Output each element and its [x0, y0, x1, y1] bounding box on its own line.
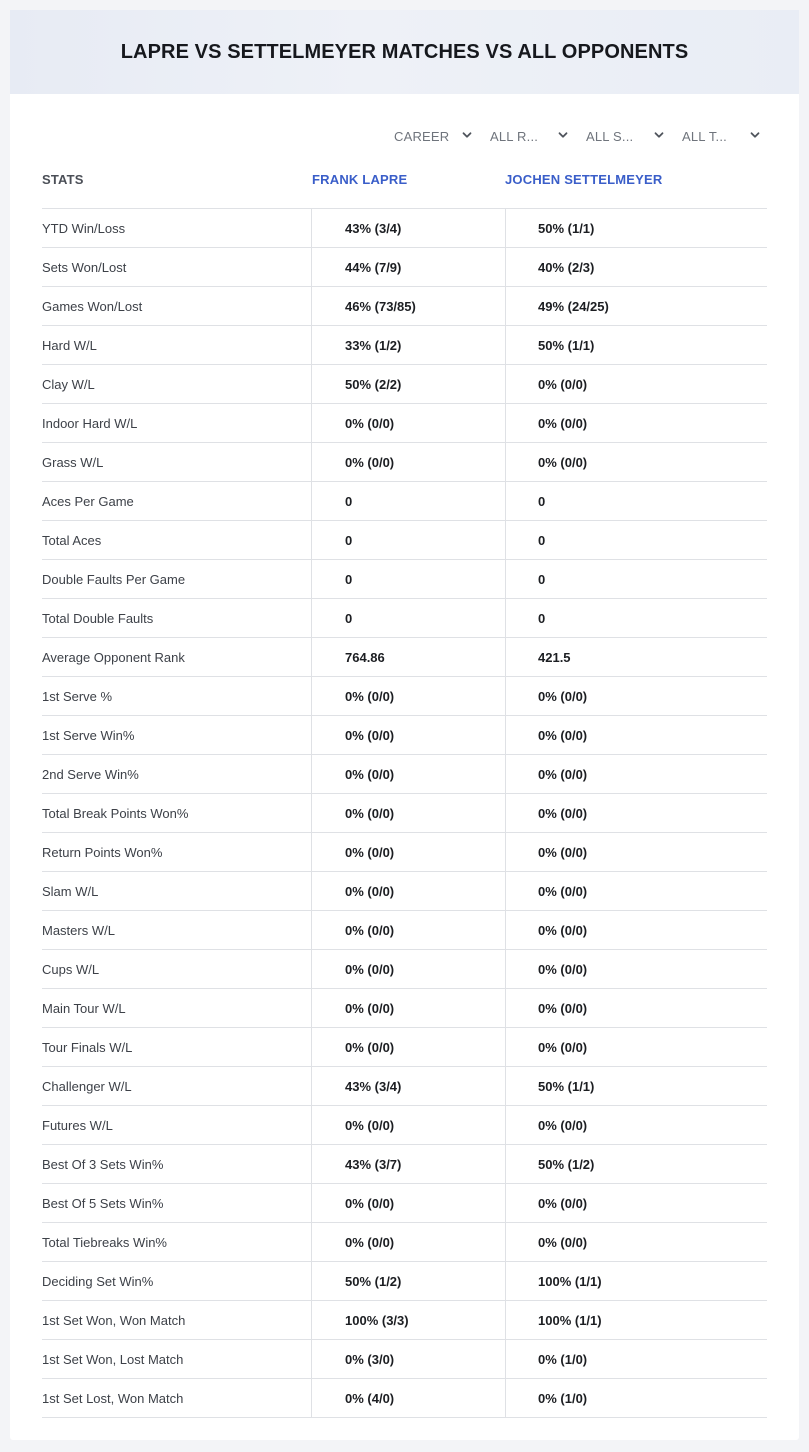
player1-value: 0% (0/0)	[311, 950, 505, 988]
page-title: LAPRE VS SETTELMEYER MATCHES VS ALL OPPONENTS	[120, 40, 689, 63]
stat-label: Tour Finals W/L	[42, 1039, 133, 1055]
player1-value: 46% (73/85)	[311, 287, 505, 325]
player2-value: 50% (1/1)	[505, 326, 767, 364]
player1-value: 0% (0/0)	[311, 443, 505, 481]
table-row	[42, 1145, 767, 1184]
table-row	[42, 482, 767, 521]
stat-label: Best Of 5 Sets Win%	[42, 1195, 164, 1211]
stat-label: Total Aces	[42, 532, 102, 548]
player2-value: 0% (1/0)	[505, 1379, 767, 1417]
player2-value: 100% (1/1)	[505, 1301, 767, 1339]
stat-label: 1st Serve %	[42, 688, 113, 704]
table-row	[42, 989, 767, 1028]
player2-value: 49% (24/25)	[505, 287, 767, 325]
table-header	[42, 170, 767, 208]
player1-value: 33% (1/2)	[311, 326, 505, 364]
stat-label: Games Won/Lost	[42, 298, 143, 314]
table-row	[42, 1067, 767, 1106]
table-row	[42, 1262, 767, 1301]
player1-value: 0% (0/0)	[311, 1106, 505, 1144]
player2-value: 0% (0/0)	[505, 716, 767, 754]
player2-value: 0% (0/0)	[505, 911, 767, 949]
player1-value: 50% (1/2)	[311, 1262, 505, 1300]
player1-value: 0% (0/0)	[311, 833, 505, 871]
player1-value: 44% (7/9)	[311, 248, 505, 286]
tournament-select-value: ALL T...	[682, 128, 727, 144]
player2-value: 0% (1/0)	[505, 1340, 767, 1378]
player2-value: 0% (0/0)	[505, 1223, 767, 1261]
player2-value: 50% (1/1)	[505, 209, 767, 247]
player1-value: 0% (0/0)	[311, 911, 505, 949]
player2-value: 0	[505, 482, 767, 520]
table-row	[42, 287, 767, 326]
player2-value: 0% (0/0)	[505, 833, 767, 871]
table-row	[42, 1379, 767, 1418]
player1-value: 0% (0/0)	[311, 989, 505, 1027]
table-row	[42, 1223, 767, 1262]
player2-value: 0% (0/0)	[505, 989, 767, 1027]
stat-label: Indoor Hard W/L	[42, 415, 138, 431]
player1-value: 0% (4/0)	[311, 1379, 505, 1417]
table-row	[42, 716, 767, 755]
table-row	[42, 326, 767, 365]
chevron-down-icon	[654, 130, 664, 140]
stats-column-header: STATS	[42, 172, 84, 187]
card-header	[10, 10, 799, 94]
table-row	[42, 365, 767, 404]
stat-label: Hard W/L	[42, 337, 97, 353]
player1-value: 43% (3/4)	[311, 209, 505, 247]
player1-value: 764.86	[311, 638, 505, 676]
round-select-value: ALL R...	[490, 128, 539, 144]
player2-value: 0% (0/0)	[505, 404, 767, 442]
chevron-down-icon	[558, 130, 568, 140]
stat-label: Aces Per Game	[42, 493, 134, 509]
stat-label: Average Opponent Rank	[42, 649, 185, 665]
player1-link[interactable]: FRANK LAPRE	[312, 172, 408, 187]
table-row	[42, 911, 767, 950]
player1-value: 0% (0/0)	[311, 1223, 505, 1261]
table-row	[42, 1028, 767, 1067]
player2-value: 0	[505, 560, 767, 598]
player2-value: 0	[505, 521, 767, 559]
player1-value: 100% (3/3)	[311, 1301, 505, 1339]
player1-value: 0% (0/0)	[311, 677, 505, 715]
stat-label: 2nd Serve Win%	[42, 766, 139, 782]
player1-value: 0% (0/0)	[311, 755, 505, 793]
player2-value: 0% (0/0)	[505, 872, 767, 910]
player1-value: 50% (2/2)	[311, 365, 505, 403]
player2-value: 0% (0/0)	[505, 365, 767, 403]
chevron-down-icon	[750, 130, 760, 140]
stat-label: Total Break Points Won%	[42, 805, 189, 821]
stat-label: Masters W/L	[42, 922, 115, 938]
player2-link[interactable]: JOCHEN SETTELMEYER	[505, 172, 663, 187]
table-row	[42, 950, 767, 989]
player2-value: 0% (0/0)	[505, 1106, 767, 1144]
stat-label: 1st Serve Win%	[42, 727, 135, 743]
table-row	[42, 404, 767, 443]
player1-value: 0	[311, 560, 505, 598]
player2-value: 40% (2/3)	[505, 248, 767, 286]
round-select[interactable]	[478, 126, 574, 146]
table-row	[42, 1301, 767, 1340]
stat-label: Challenger W/L	[42, 1078, 132, 1094]
stat-label: Cups W/L	[42, 961, 100, 977]
table-row	[42, 638, 767, 677]
player1-value: 0% (3/0)	[311, 1340, 505, 1378]
stat-label: Futures W/L	[42, 1117, 113, 1133]
table-row	[42, 1106, 767, 1145]
player2-value: 0% (0/0)	[505, 794, 767, 832]
table-row	[42, 599, 767, 638]
stat-label: Return Points Won%	[42, 844, 163, 860]
player1-value: 0% (0/0)	[311, 872, 505, 910]
stat-label: Clay W/L	[42, 376, 95, 392]
player1-value: 43% (3/4)	[311, 1067, 505, 1105]
table-row	[42, 1340, 767, 1379]
period-select[interactable]	[382, 126, 478, 146]
player1-value: 0% (0/0)	[311, 716, 505, 754]
player2-value: 0% (0/0)	[505, 677, 767, 715]
player2-value: 0% (0/0)	[505, 1184, 767, 1222]
table-row	[42, 209, 767, 248]
filter-bar	[382, 126, 766, 146]
table-row	[42, 1184, 767, 1223]
player2-value: 0	[505, 599, 767, 637]
player1-value: 0% (0/0)	[311, 794, 505, 832]
stat-label: Sets Won/Lost	[42, 259, 127, 275]
player1-value: 0% (0/0)	[311, 404, 505, 442]
tournament-select[interactable]	[670, 126, 766, 146]
stats-table	[42, 208, 767, 1418]
player2-value: 0% (0/0)	[505, 950, 767, 988]
player1-value: 0	[311, 599, 505, 637]
stat-label: Double Faults Per Game	[42, 571, 186, 587]
table-row	[42, 677, 767, 716]
period-select-value: CAREER	[394, 128, 450, 144]
surface-select[interactable]	[574, 126, 670, 146]
player1-value: 0	[311, 521, 505, 559]
stats-card	[10, 10, 799, 1440]
player1-value: 0% (0/0)	[311, 1184, 505, 1222]
stat-label: Slam W/L	[42, 883, 99, 899]
player2-value: 421.5	[505, 638, 767, 676]
player2-value: 0% (0/0)	[505, 443, 767, 481]
stat-label: Grass W/L	[42, 454, 104, 470]
table-row	[42, 443, 767, 482]
stat-label: 1st Set Lost, Won Match	[42, 1390, 184, 1406]
player1-value: 43% (3/7)	[311, 1145, 505, 1183]
table-row	[42, 560, 767, 599]
chevron-down-icon	[462, 130, 472, 140]
player2-value: 50% (1/2)	[505, 1145, 767, 1183]
stat-label: Total Tiebreaks Win%	[42, 1234, 167, 1250]
player2-value: 50% (1/1)	[505, 1067, 767, 1105]
stat-label: Best Of 3 Sets Win%	[42, 1156, 164, 1172]
table-row	[42, 755, 767, 794]
table-row	[42, 521, 767, 560]
surface-select-value: ALL S...	[586, 128, 634, 144]
player2-value: 0% (0/0)	[505, 1028, 767, 1066]
player1-value: 0% (0/0)	[311, 1028, 505, 1066]
table-row	[42, 248, 767, 287]
stat-label: Total Double Faults	[42, 610, 154, 626]
player2-value: 0% (0/0)	[505, 755, 767, 793]
stat-label: YTD Win/Loss	[42, 220, 126, 236]
table-row	[42, 833, 767, 872]
table-row	[42, 872, 767, 911]
table-row	[42, 794, 767, 833]
stat-label: 1st Set Won, Lost Match	[42, 1351, 184, 1367]
stat-label: 1st Set Won, Won Match	[42, 1312, 186, 1328]
stat-label: Main Tour W/L	[42, 1000, 126, 1016]
player1-value: 0	[311, 482, 505, 520]
player2-value: 100% (1/1)	[505, 1262, 767, 1300]
stat-label: Deciding Set Win%	[42, 1273, 154, 1289]
